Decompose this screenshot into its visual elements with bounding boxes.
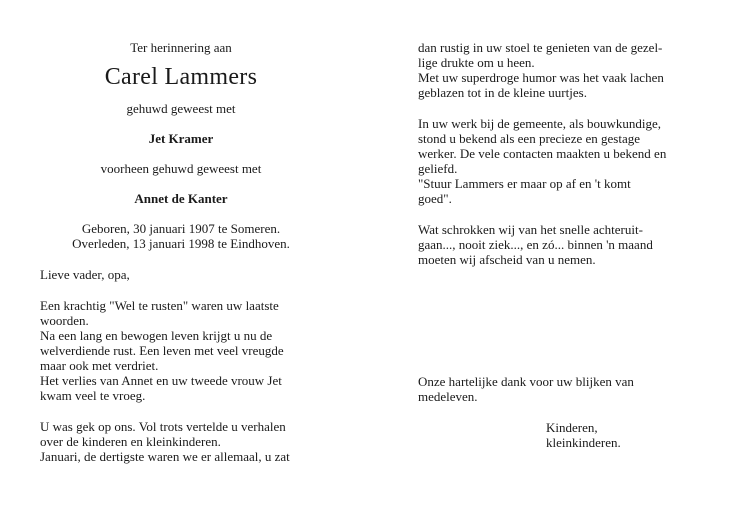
signature-line: kleinkinderen. bbox=[546, 435, 621, 450]
text-line: dan rustig in uw stoel te genieten van de gezel- bbox=[418, 40, 663, 55]
intro-line: Ter herinnering aan bbox=[130, 40, 232, 55]
text-line: Onze hartelijke dank voor uw blijken van bbox=[418, 374, 634, 389]
spouse-1: Jet Kramer bbox=[148, 131, 214, 146]
left-paragraph-2 bbox=[40, 419, 322, 464]
thanks-paragraph bbox=[418, 374, 696, 404]
text-line: medeleven. bbox=[418, 389, 478, 404]
died-line: Overleden, 13 januari 1998 te Eindhoven. bbox=[72, 236, 290, 251]
text-line: Januari, de dertigste waren we er allemaal, u zat bbox=[40, 449, 290, 464]
text-line: lige drukte om u heen. bbox=[418, 55, 535, 70]
text-line: geblazen tot in de kleine uurtjes. bbox=[418, 85, 587, 100]
text-line: maar ook met verdriet. bbox=[40, 358, 159, 373]
text-line: Het verlies van Annet en uw tweede vrouw Jet bbox=[40, 373, 282, 388]
signature-line: Kinderen, bbox=[546, 420, 598, 435]
left-page bbox=[40, 40, 322, 464]
text-line: Na een lang en bewogen leven krijgt u nu de bbox=[40, 328, 273, 343]
deceased-name: Carel Lammers bbox=[104, 64, 258, 90]
right-page bbox=[418, 40, 696, 450]
text-line: "Stuur Lammers er maar op af en 't komt bbox=[418, 176, 631, 191]
married-label: gehuwd geweest met bbox=[126, 101, 236, 116]
salutation: Lieve vader, opa, bbox=[40, 267, 130, 282]
prev-married-label: voorheen gehuwd geweest met bbox=[100, 161, 262, 176]
text-line: welverdiende rust. Een leven met veel vreugde bbox=[40, 343, 284, 358]
text-line: goed". bbox=[418, 191, 452, 206]
text-line: gaan..., nooit ziek..., en zó... binnen 'n maand bbox=[418, 237, 653, 252]
text-line: kwam veel te vroeg. bbox=[40, 388, 146, 403]
text-line: woorden. bbox=[40, 313, 89, 328]
right-paragraph-3 bbox=[418, 222, 696, 267]
born-line: Geboren, 30 januari 1907 te Someren. bbox=[81, 221, 281, 236]
text-line: Een krachtig "Wel te rusten" waren uw laatste bbox=[40, 298, 279, 313]
text-line: geliefd. bbox=[418, 161, 458, 176]
text-line: moeten wij afscheid van u nemen. bbox=[418, 252, 596, 267]
signature-block bbox=[546, 420, 696, 450]
spouse-2: Annet de Kanter bbox=[134, 191, 228, 206]
text-line: Wat schrokken wij van het snelle achteruit- bbox=[418, 222, 643, 237]
text-line: werker. De vele contacten maakten u bekend en bbox=[418, 146, 667, 161]
text-line: stond u bekend als een precieze en gestage bbox=[418, 131, 640, 146]
text-line: U was gek op ons. Vol trots vertelde u verhalen bbox=[40, 419, 286, 434]
right-paragraph-1 bbox=[418, 40, 696, 100]
text-line: In uw werk bij de gemeente, als bouwkundige, bbox=[418, 116, 661, 131]
left-paragraph-1 bbox=[40, 298, 322, 403]
text-line: Met uw superdroge humor was het vaak lachen bbox=[418, 70, 664, 85]
right-paragraph-2 bbox=[418, 116, 696, 206]
text-line: over de kinderen en kleinkinderen. bbox=[40, 434, 221, 449]
